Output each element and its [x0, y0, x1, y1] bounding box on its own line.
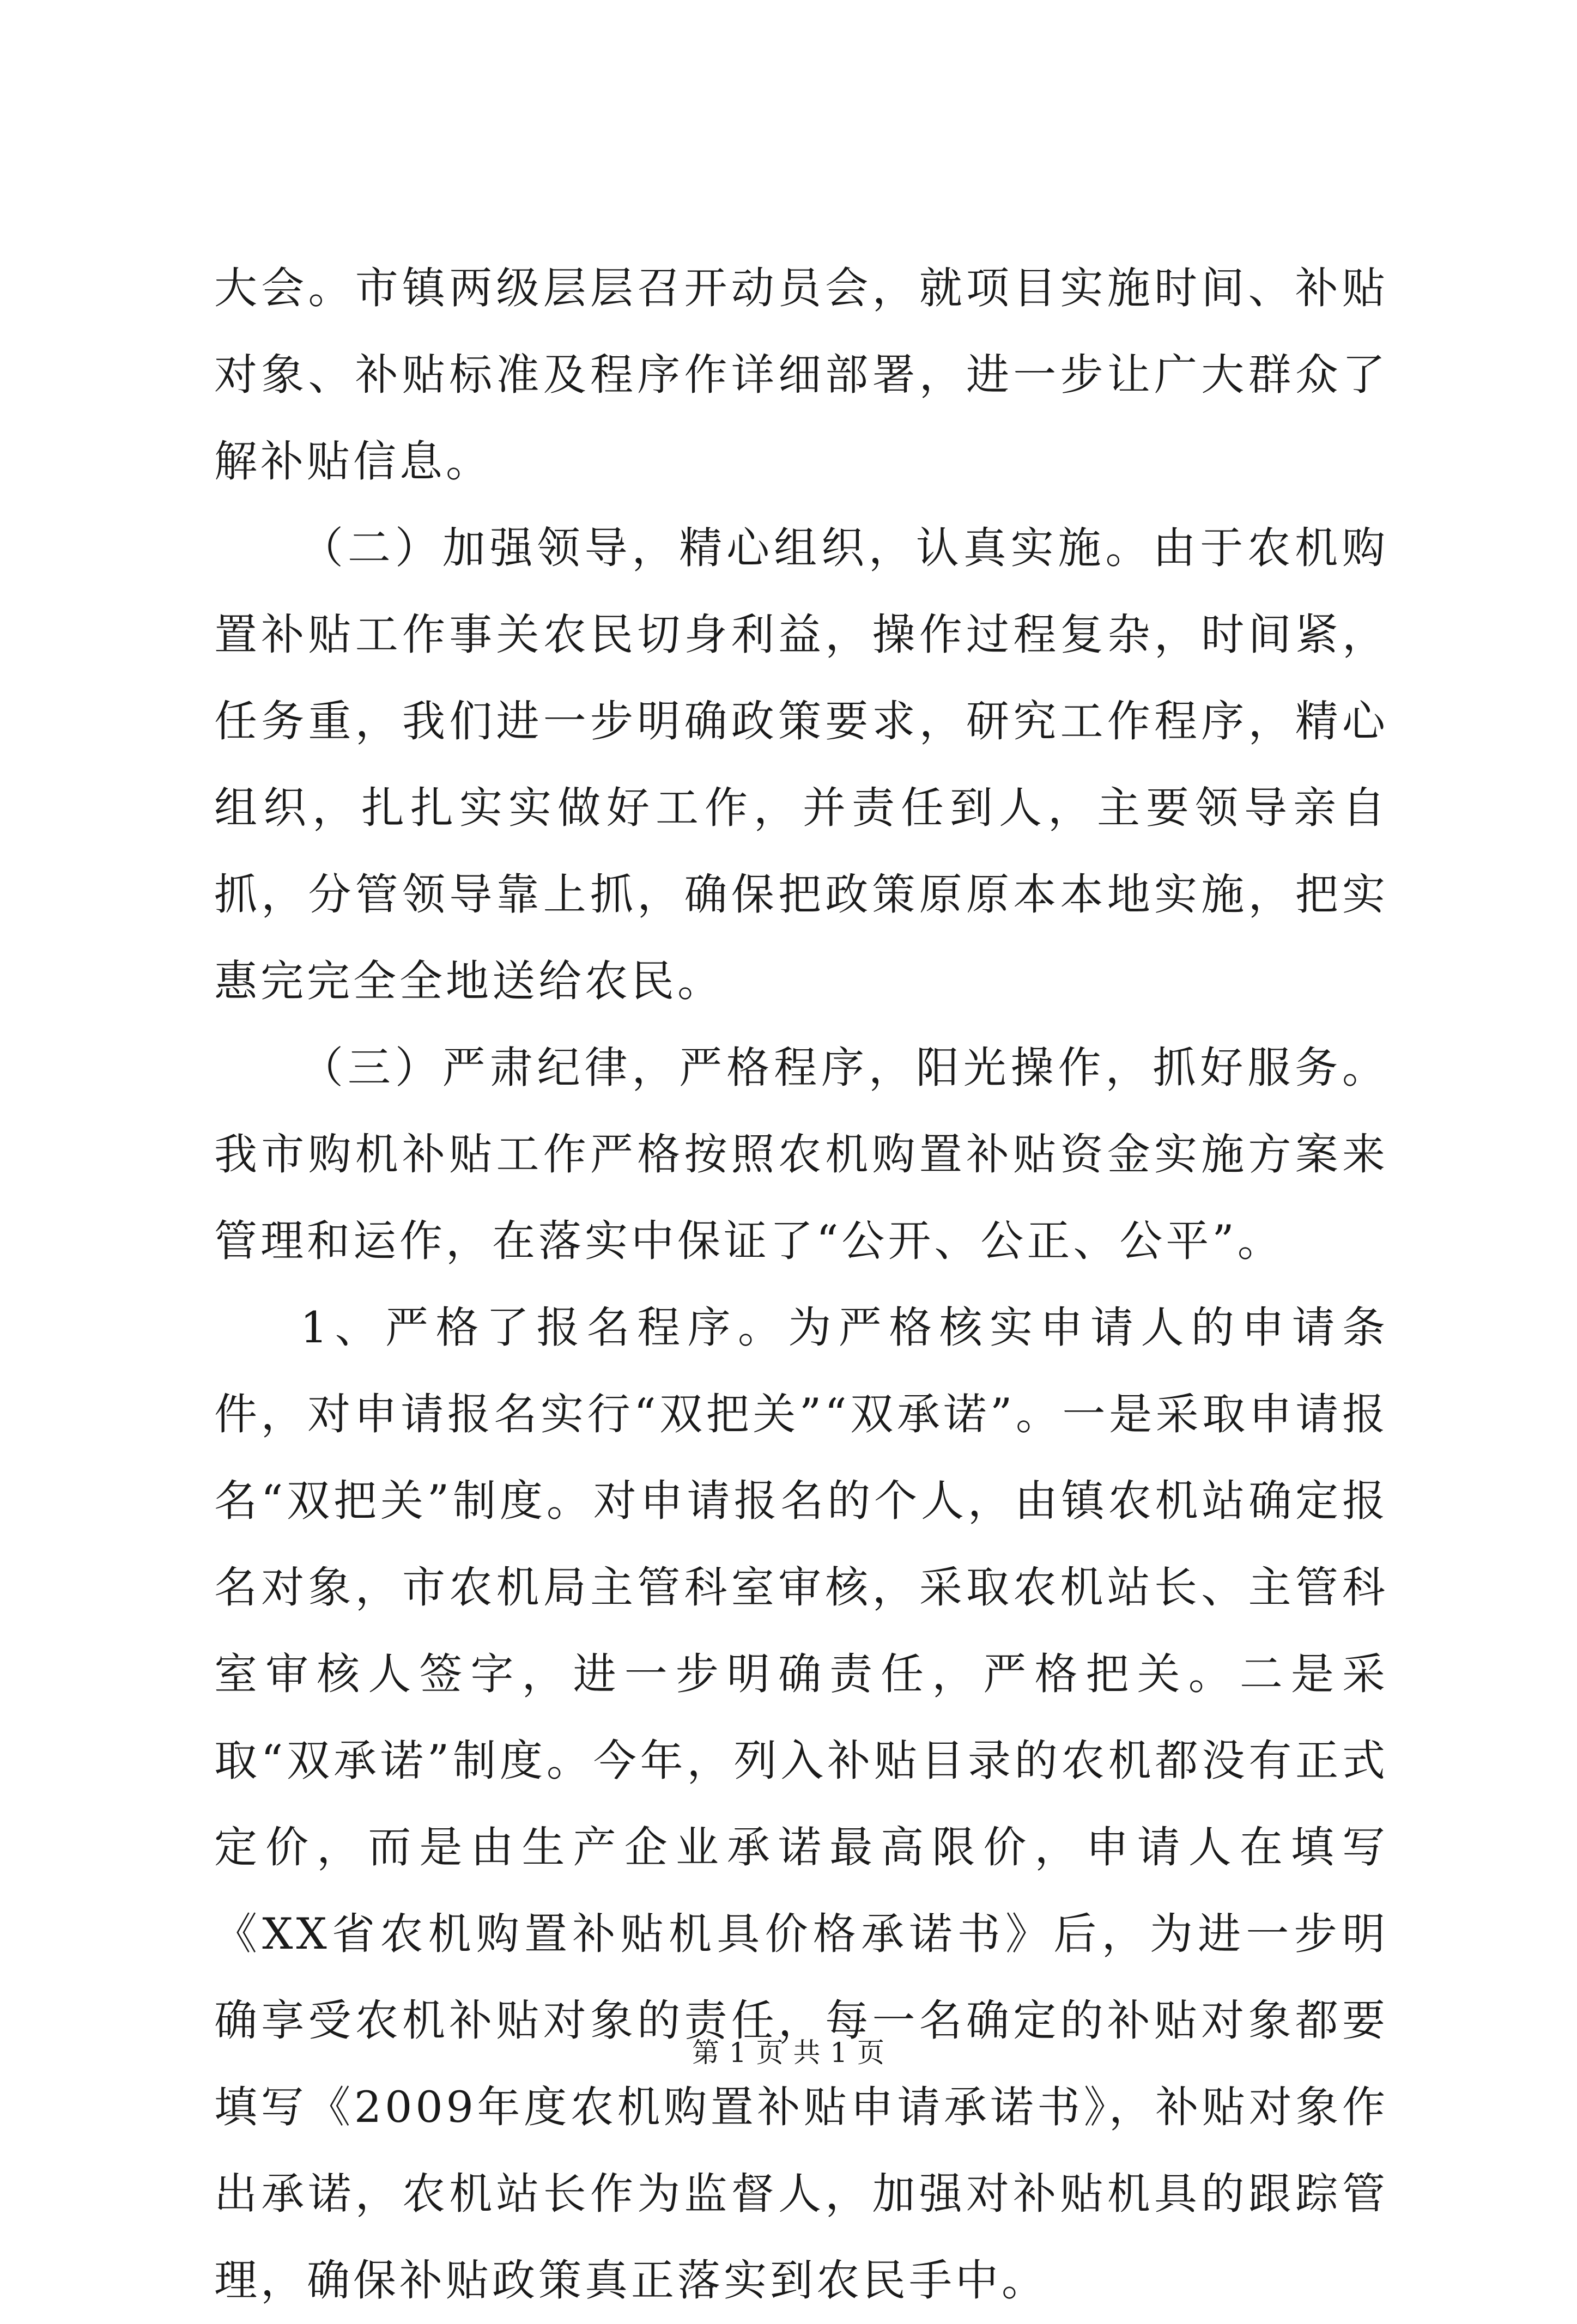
page-number-footer: 第 1 页 共 1 页 [692, 2037, 885, 2069]
paragraph-continuation: 大会。市镇两级层层召开动员会，就项目实施时间、补贴对象、补贴标准及程序作详细部署，进一步让广大群众了解补贴信息。 [214, 263, 1388, 486]
document-body [214, 245, 1388, 2324]
paragraph-item-1: 1、严格了报名程序。为严格核实申请人的申请条件，对申请报名实行“双把关”“双承诺”。一是采取申请报名“双把关”制度。对申请报名的个人，由镇农机站确定报名对象，市农机局主管科室审核，采取农机站长、主管科室审核人签字，进一步明确责任，严格把关。二是采取“双承诺”制度。今年，列入补贴目录的农机都没有正式定价，而是由生产企业承诺最高限价，申请人在填写《XX省农机购置补贴机具价格承诺书》后，为进一步明确享受农机补贴对象的责任，每一名确定的补贴对象都要填写《2009年度农机购置补贴申请承诺书》，补贴对象作出承诺，农机站长作为监督人，加强对补贴机具的跟踪管理，确保补贴政策真正落实到农民手中。 [214, 1303, 1388, 2305]
paragraph-section-3: （三）严肃纪律，严格程序，阳光操作，抓好服务。我市购机补贴工作严格按照农机购置补贴资金实施方案来管理和运作，在落实中保证了“公开、公正、公平”。 [214, 1043, 1388, 1266]
paragraph-section-2: （二）加强领导，精心组织，认真实施。由于农机购置补贴工作事关农民切身利益，操作过程复杂，时间紧，任务重，我们进一步明确政策要求，研究工作程序，精心组织，扎扎实实做好工作，并责任到人，主要领导亲自抓，分管领导靠上抓，确保把政策原原本本地实施，把实惠完完全全地送给农民。 [214, 523, 1388, 1006]
